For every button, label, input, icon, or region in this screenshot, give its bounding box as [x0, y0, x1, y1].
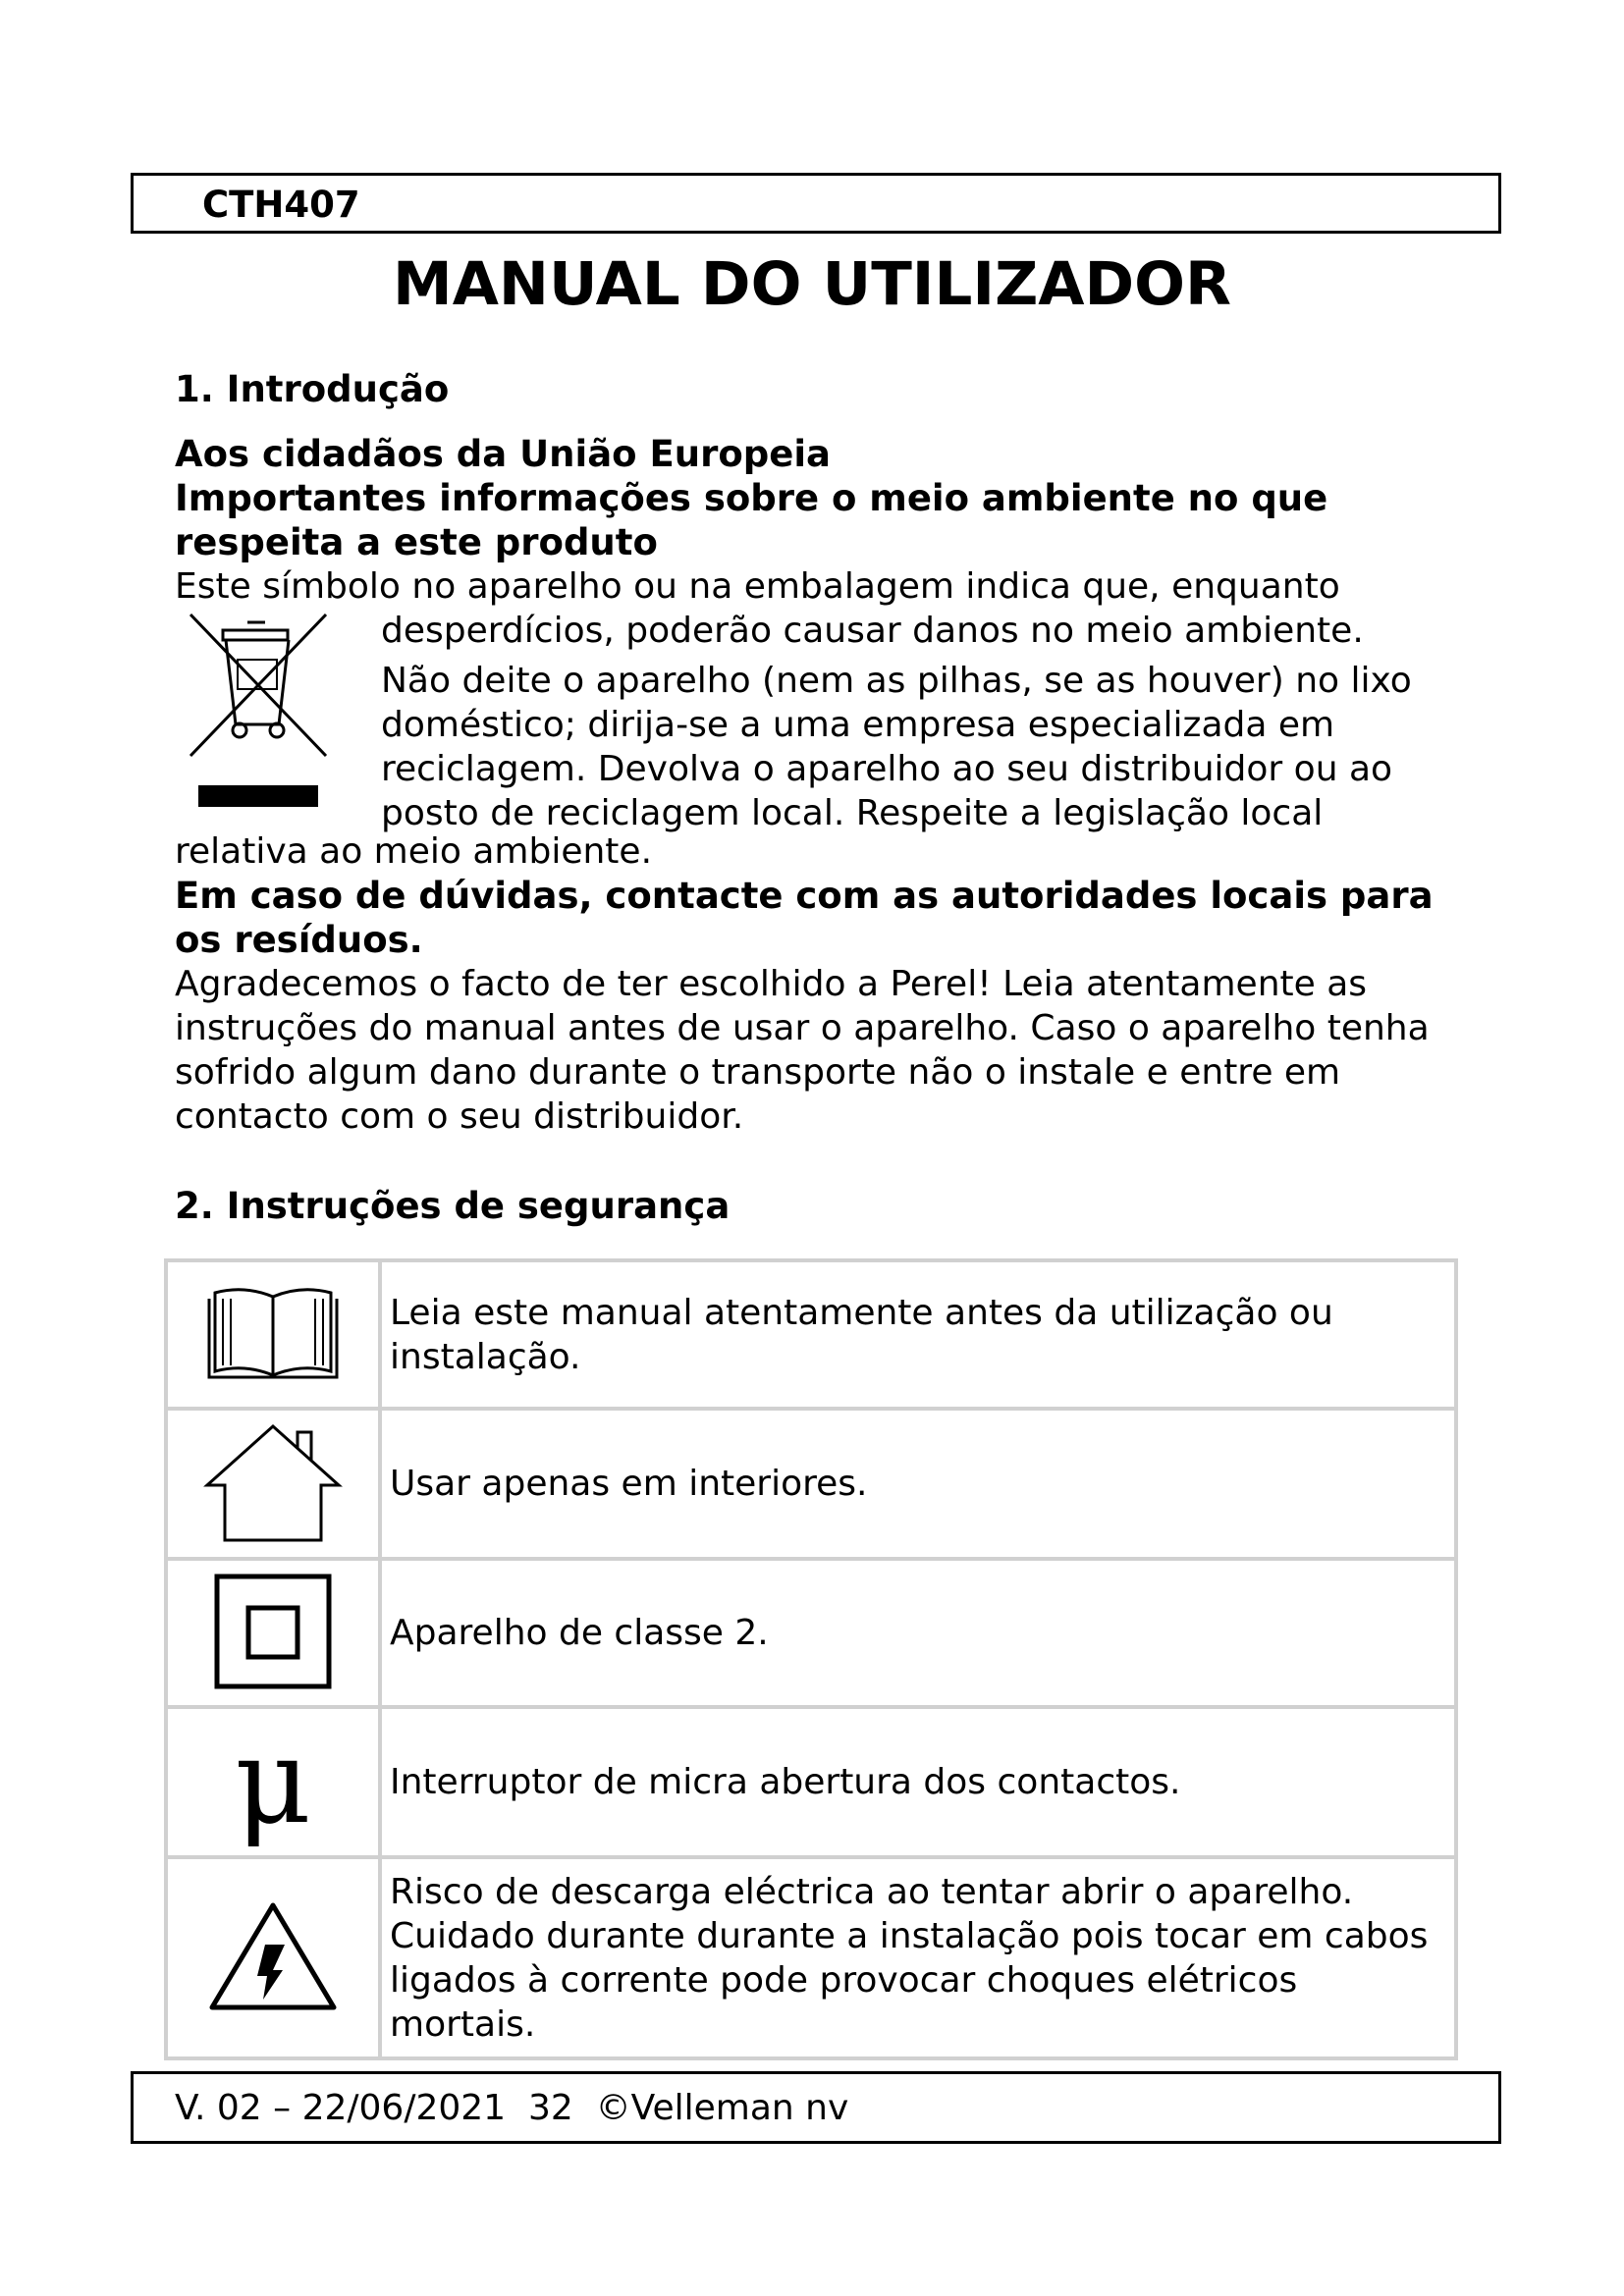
micro-symbol-icon [166, 1707, 380, 1857]
electric-shock-warning-icon [166, 1857, 380, 2058]
weee-tail-text: relativa ao meio ambiente. [175, 831, 653, 872]
safety-text: Usar apenas em interiores. [380, 1409, 1456, 1559]
weee-lead-text: Este símbolo no aparelho ou na embalagem indica que, enquanto [175, 566, 1340, 607]
open-book-icon [166, 1260, 380, 1409]
safety-text: Interruptor de micra abertura dos contactos. [380, 1707, 1456, 1857]
thanks-paragraph: Agradecemos o facto de ter escolhido a Perel! Leia atentamente as instruções do manual antes de usar o aparelho. Caso o aparelho tenha sofrido algum dano durante o transporte não o instale e entre em contacto com o seu distribuidor. [175, 964, 1430, 1137]
section-1-body [175, 432, 1490, 1139]
footer-text: V. 02 – 22/06/2021 32 ©Velleman nv [175, 2088, 849, 2128]
weee-paragraph-1: desperdícios, poderão causar danos no meio ambiente. [381, 611, 1364, 651]
micro-glyph: μ [235, 1713, 311, 1850]
environment-heading: Importantes informações sobre o meio ambiente no que respeita a este produto [175, 477, 1328, 563]
section-2-heading: 2. Instruções de segurança [175, 1185, 731, 1227]
weee-text [381, 609, 1490, 835]
class2-double-square-icon [166, 1559, 380, 1707]
weee-paragraph-2: Não deite o aparelho (nem as pilhas, se as houver) no lixo doméstico; dirija-se a uma empresa especializada em reciclagem. Devolva o aparelho ao seu distribuidor ou ao posto de reciclagem local. Respeite a legislação local [381, 661, 1412, 833]
crossed-bin-icon [175, 609, 381, 829]
weee-block [175, 609, 1490, 835]
safety-table [164, 1258, 1458, 2060]
page-title: MANUAL DO UTILIZADOR [393, 249, 1231, 319]
header-box [131, 173, 1501, 234]
footer-box [131, 2071, 1501, 2144]
safety-text: Aparelho de classe 2. [380, 1559, 1456, 1707]
house-icon [166, 1409, 380, 1559]
safety-text: Risco de descarga eléctrica ao tentar abrir o aparelho. Cuidado durante durante a instalação pois tocar em cabos ligados à corrente pode provocar choques elétricos mortais. [380, 1857, 1456, 2058]
table-row [166, 1559, 1456, 1707]
section-1-heading: 1. Introdução [175, 368, 450, 410]
table-row [166, 1857, 1456, 2058]
table-row [166, 1409, 1456, 1559]
eu-heading: Aos cidadãos da União Europeia [175, 433, 831, 475]
table-row [166, 1707, 1456, 1857]
table-row [166, 1260, 1456, 1409]
model-number: CTH407 [202, 184, 360, 226]
doubts-notice: Em caso de dúvidas, contacte com as autoridades locais para os resíduos. [175, 875, 1434, 961]
safety-text: Leia este manual atentamente antes da utilização ou instalação. [380, 1260, 1456, 1409]
